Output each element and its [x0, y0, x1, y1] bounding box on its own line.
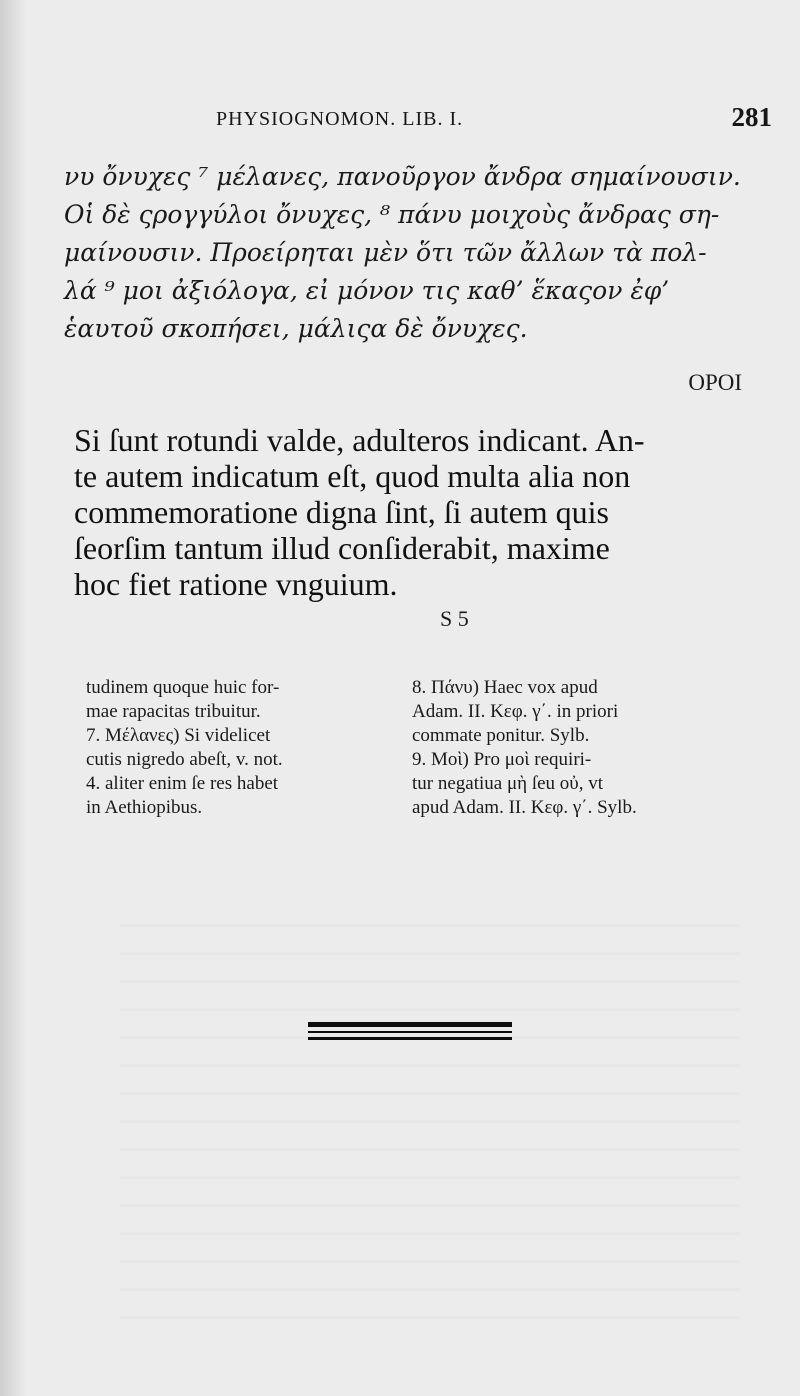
section-divider-rule — [308, 1022, 512, 1027]
section-divider-rule — [308, 1031, 512, 1033]
footnote-line: 9. Μοὶ) Pro μοὶ requiri- — [412, 749, 592, 770]
latin-line: te autem indicatum eſt, quod multa alia non — [74, 458, 631, 494]
show-through-text — [120, 900, 740, 1340]
latin-line: Si ſunt rotundi valde, adulteros indicant. An- — [74, 422, 645, 458]
footnotes-right-column — [412, 676, 752, 820]
footnotes-left-column — [86, 676, 406, 820]
catchword: ΟΡΟΙ — [688, 370, 742, 395]
running-title: PHYSIOGNOMON. LIB. I. — [216, 108, 464, 130]
footnote-line: Adam. II. Κεφ. γ΄. in priori — [412, 701, 619, 722]
greek-line: μαίνουσιν. Προείρηται μὲν ὅτι τῶν ἄλλων τὰ πολ- — [64, 238, 707, 267]
footnote-line: tudinem quoque huic for- — [86, 677, 280, 698]
latin-line: commemoratione digna ſint, ſi autem quis — [74, 494, 609, 530]
greek-line: Οἱ δὲ ςρογγύλοι ὄνυχες, ⁸ πάνυ μοιχοὺς ἄνδρας ση- — [64, 200, 720, 229]
signature-mark: S 5 — [440, 606, 469, 631]
footnote-line: 7. Μέλανες) Si videlicet — [86, 725, 271, 746]
footnote-line: tur negatiua μὴ ſeu οὐ, vt — [412, 773, 603, 794]
latin-line: hoc fiet ratione vnguium. — [74, 566, 398, 602]
footnote-line: 8. Πάνυ) Haec vox apud — [412, 677, 598, 698]
latin-line: ſeorſim tantum illud conſiderabit, maxime — [74, 530, 610, 566]
footnote-line: commate ponitur. Sylb. — [412, 725, 590, 746]
footnote-line: 4. aliter enim ſe res habet — [86, 773, 279, 794]
footnote-line: mae rapacitas tribuitur. — [86, 701, 261, 722]
footnote-line: apud Adam. II. Κεφ. γ΄. Sylb. — [412, 797, 637, 818]
greek-line: λά ⁹ μοι ἀξιόλογα, εἰ μόνον τις καθ’ ἕκαςον ἐφ’ — [64, 276, 670, 305]
greek-text-block — [64, 158, 741, 348]
latin-text-block — [74, 422, 734, 602]
greek-line: νυ ὄνυχες ⁷ μέλανες, πανοῦργον ἄνδρα σημαίνουσιν. — [64, 162, 741, 191]
greek-line: ἑαυτοῦ σκοπήσει, μάλιςα δὲ ὄνυχες. — [64, 314, 528, 343]
footnote-line: in Aethiopibus. — [86, 797, 203, 818]
section-divider-rule — [308, 1037, 512, 1040]
footnote-line: cutis nigredo abeſt, v. not. — [86, 749, 283, 770]
page-number: 281 — [731, 102, 772, 132]
